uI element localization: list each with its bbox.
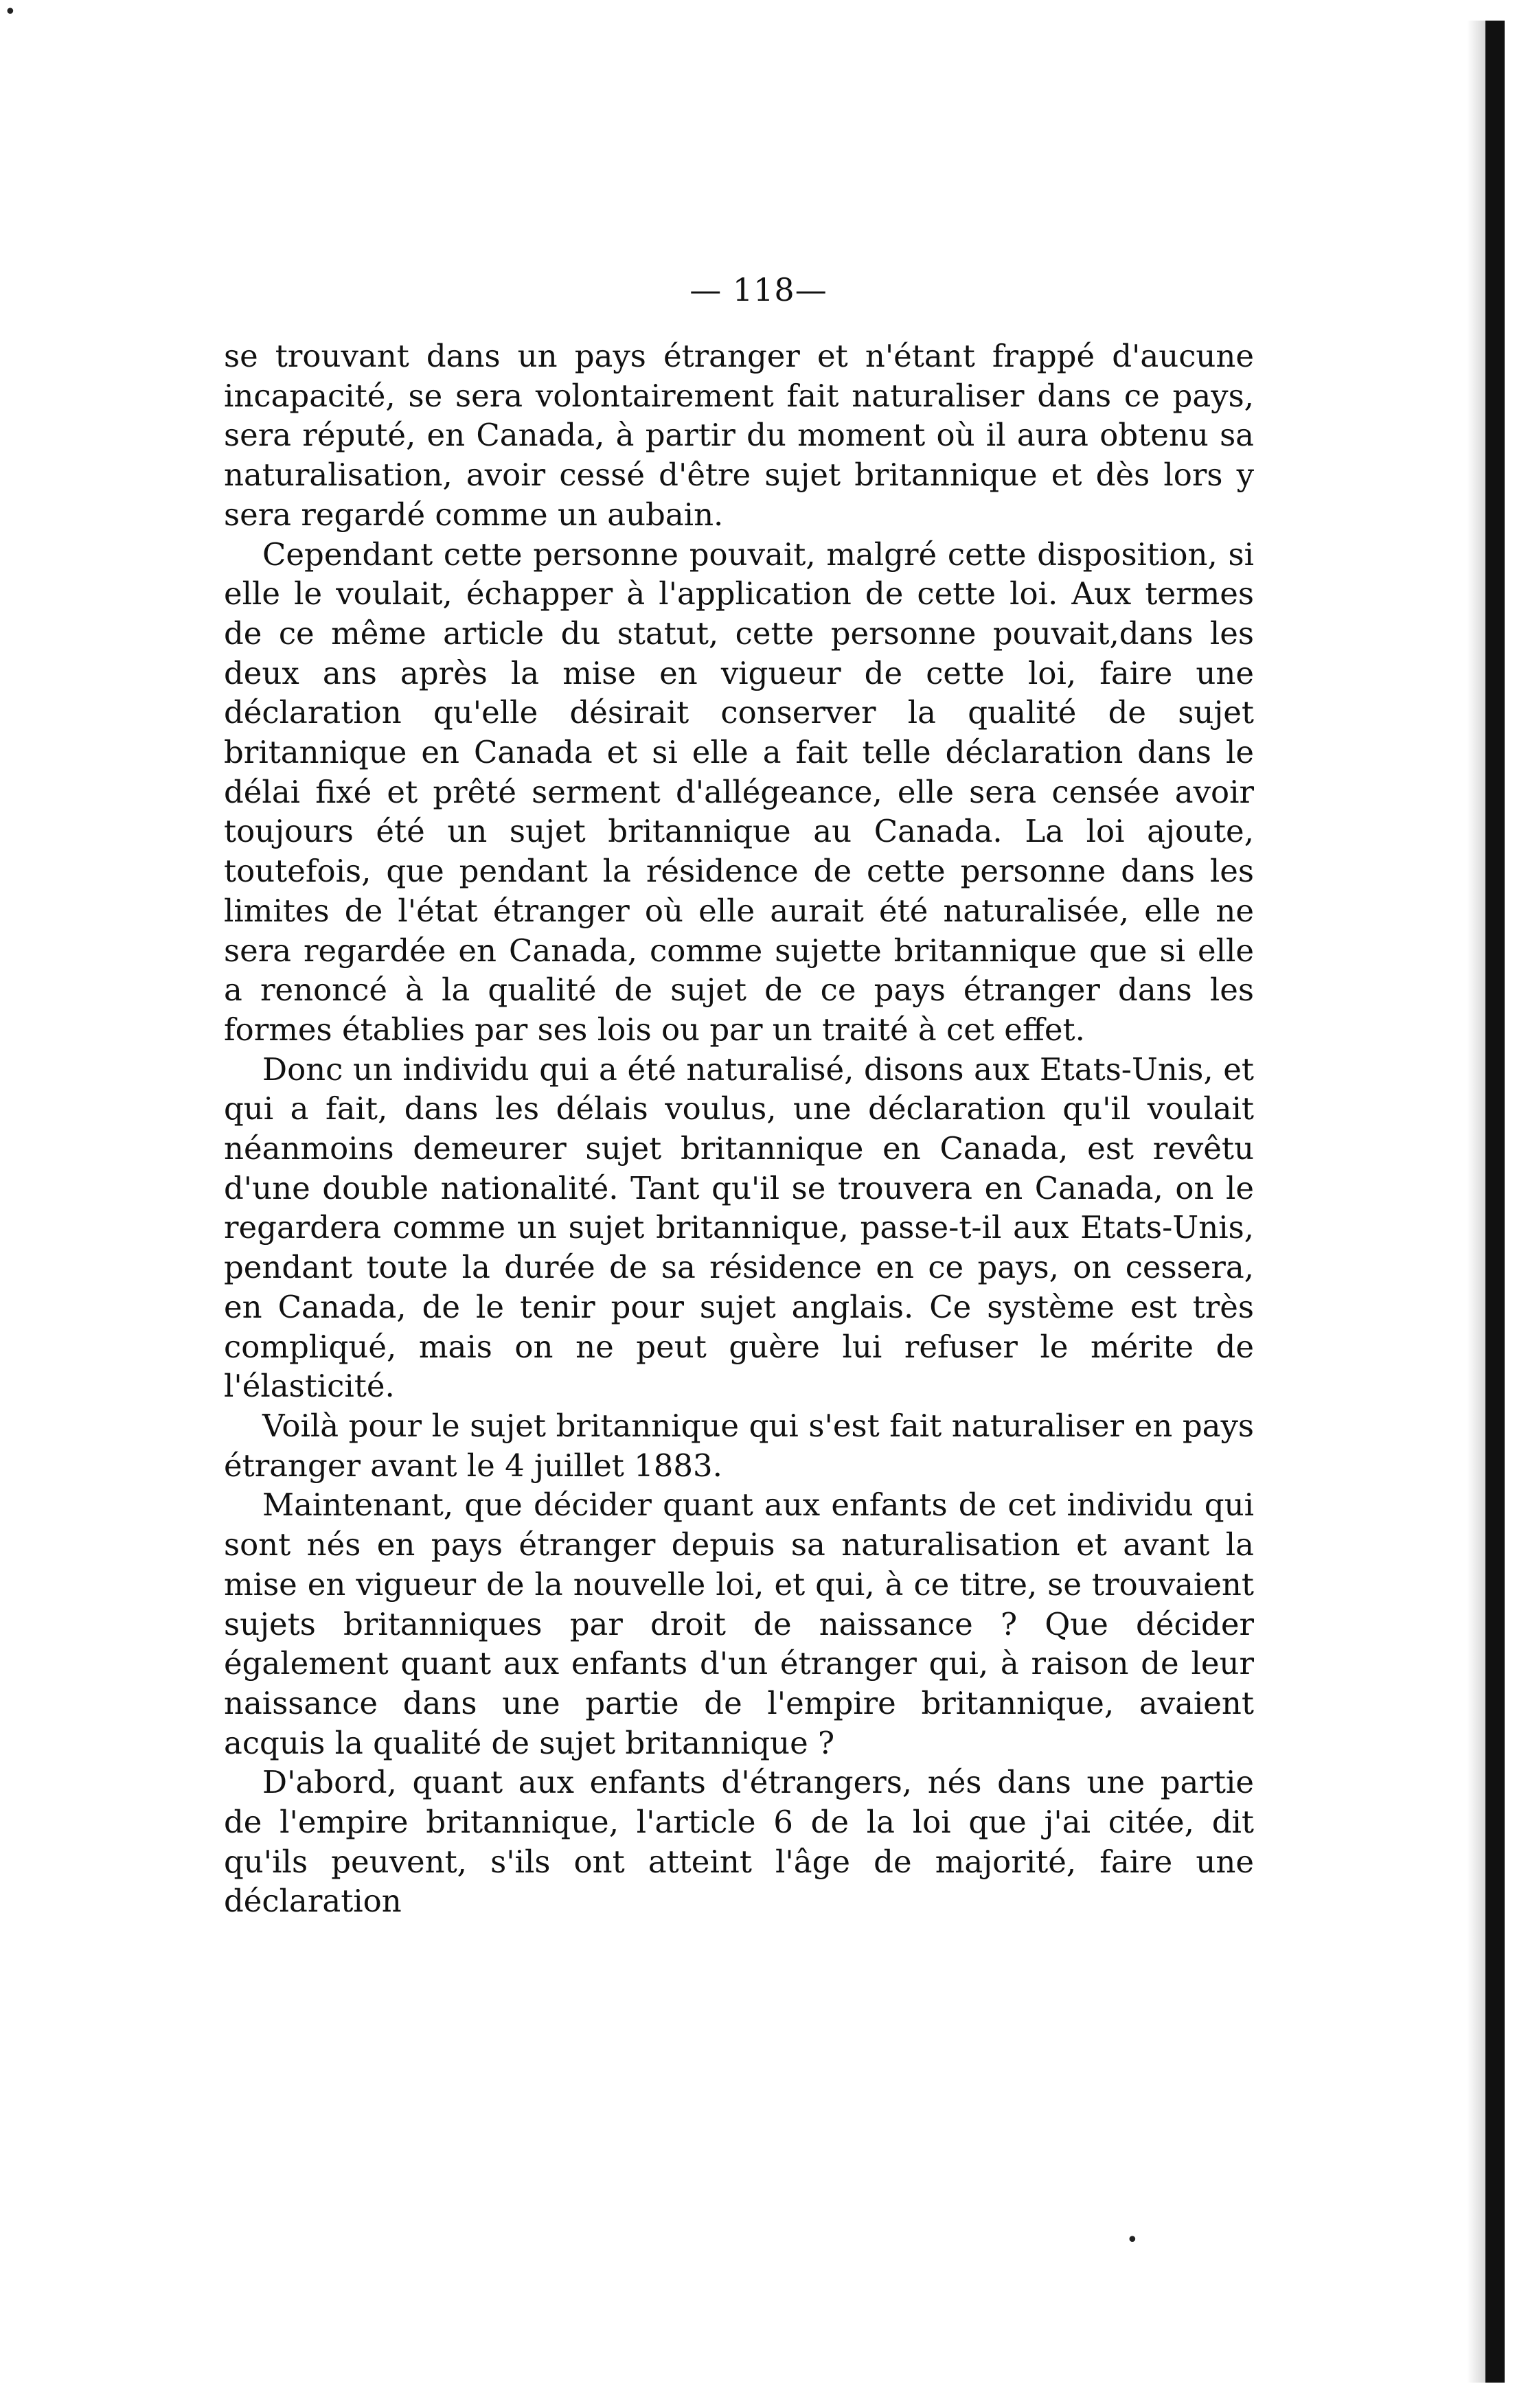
- paragraph-6: D'abord, quant aux enfants d'étrangers, nés dans une partie de l'empire britannique, l'article 6 de la loi que j'ai citée, dit qu'ils peuvent, s'ils ont atteint l'âge de majorité, faire une déclaration: [224, 1764, 1254, 1920]
- page-binding-edge: [1485, 21, 1505, 2383]
- body-text: [224, 336, 1254, 1921]
- page-number: — 118—: [689, 271, 828, 308]
- paragraph-1: se trouvant dans un pays étranger et n'étant frappé d'aucune incapacité, se sera volontairement fait naturaliser dans ce pays, sera réputé, en Canada, à partir du moment où il aura obtenu sa naturalisation, avoir cessé d'être sujet britannique et dès lors y sera regardé comme un aubain.: [224, 338, 1254, 533]
- paragraph-4: Voilà pour le sujet britannique qui s'est fait naturaliser en pays étranger avant le 4 juillet 1883.: [224, 1407, 1254, 1484]
- speck-mark-top: •: [4, 0, 16, 24]
- paragraph-5: Maintenant, que décider quant aux enfants de cet individu qui sont nés en pays étranger depuis sa naturalisation et avant la mise en vigueur de la nouvelle loi, et qui, à ce titre, se trouvaient sujets britanniques par droit de naissance ? Que décider également quant aux enfants d'un étranger qui, à raison de leur naissance dans une partie de l'empire britannique, avaient acquis la qualité de sujet britannique ?: [224, 1487, 1254, 1761]
- page-edge-shadow: [1467, 21, 1487, 2383]
- paragraph-3: Donc un individu qui a été naturalisé, disons aux Etats-Unis, et qui a fait, dans les délais voulus, une déclaration qu'il voulait néanmoins demeurer sujet britannique en Canada, est revêtu d'une double nationalité. Tant qu'il se trouvera en Canada, on le regardera comme un sujet britannique, passe-t-il aux Etats-Unis, pendant toute la durée de sa résidence en ce pays, on cessera, en Canada, de le tenir pour sujet anglais. Ce système est très compliqué, mais on ne peut guère lui refuser le mérite de l'élasticité.: [224, 1051, 1254, 1405]
- speck-mark-bottom: •: [1126, 2228, 1139, 2252]
- paragraph-2: Cependant cette personne pouvait, malgré cette disposition, si elle le voulait, échapper à l'application de cette loi. Aux termes de ce même article du statut, cette personne pouvait,dans les deux ans après la mise en vigueur de cette loi, faire une déclaration qu'elle désirait conserver la qualité de sujet britannique en Canada et si elle a fait telle déclaration dans le délai fixé et prêté serment d'allégeance, elle sera censée avoir toujours été un sujet britannique au Canada. La loi ajoute, toutefois, que pendant la résidence de cette personne dans les limites de l'état étranger où elle aurait été naturalisée, elle ne sera regardée en Canada, comme sujette britannique que si elle a renoncé à la qualité de sujet de ce pays étranger dans les formes établies par ses lois ou par un traité à cet effet.: [224, 536, 1254, 1048]
